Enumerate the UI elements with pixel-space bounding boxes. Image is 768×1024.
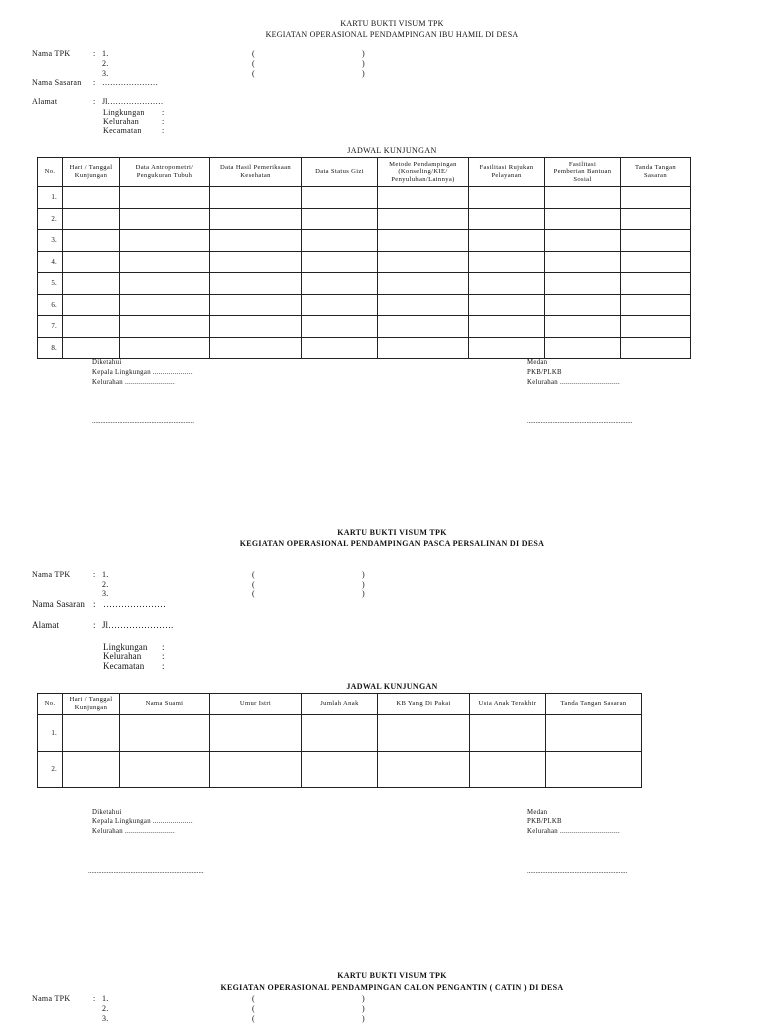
header-pemeriksaan: Data Hasil Pemeriksaan Kesehatan [210, 158, 302, 187]
kecamatan-colon: : [162, 126, 165, 135]
rujukan-cell [469, 187, 545, 209]
jadwal-caption: JADWAL KUNJUNGAN [347, 146, 437, 155]
bantuan-sosial-cell [545, 251, 621, 273]
rujukan-cell [469, 294, 545, 316]
nama-suami-cell [120, 715, 210, 752]
antropometri-cell [120, 273, 210, 295]
nama-tpk-paren-close: ) [362, 1014, 365, 1023]
nama-tpk-number: 1. [102, 994, 109, 1003]
kb-cell [378, 715, 470, 752]
header-bantuan-sosial: Fasilitasi Pemberian Bantuan Sosial [545, 158, 621, 187]
alamat-colon: : [93, 97, 96, 106]
card-title: KARTU BUKTI VISUM TPK [337, 528, 447, 537]
card-subtitle: KEGIATAN OPERASIONAL PENDAMPINGAN IBU HAMIL DI DESA [265, 30, 519, 39]
header-hari-tanggal: Hari / Tanggal Kunjungan [63, 694, 120, 715]
signature-line-left: .................................................................... [88, 868, 204, 875]
hari-tanggal-cell [63, 294, 120, 316]
header-no: No. [38, 158, 63, 187]
status-gizi-cell [302, 187, 378, 209]
nama-tpk-number: 3. [102, 69, 109, 78]
usia-anak-cell [470, 751, 546, 788]
rujukan-cell [469, 273, 545, 295]
row-number: 8. [38, 337, 63, 359]
alamat-jalan-blank: Jl………………… [102, 97, 164, 106]
bantuan-sosial-cell [545, 230, 621, 252]
rujukan-cell [469, 337, 545, 359]
metode-cell [378, 251, 469, 273]
card-subtitle: KEGIATAN OPERASIONAL PENDAMPINGAN PASCA PERSALINAN DI DESA [239, 539, 545, 548]
footer-kelurahan-left: Kelurahan ......................... [92, 828, 175, 835]
nama-tpk-paren-open: ( [252, 994, 255, 1003]
header-usia-anak: Usia Anak Terakhir [470, 694, 546, 715]
signature-line-right: .............................................................. [527, 418, 633, 425]
hari-tanggal-cell [63, 273, 120, 295]
tanda-tangan-cell [546, 751, 642, 788]
row-number: 1. [38, 715, 63, 752]
hari-tanggal-cell [63, 230, 120, 252]
nama-tpk-number: 1. [102, 49, 109, 58]
tanda-tangan-cell [621, 251, 691, 273]
pemeriksaan-cell [210, 187, 302, 209]
lingkungan-colon: : [162, 108, 165, 117]
umur-istri-cell [210, 751, 302, 788]
kecamatan-label: Kecamatan [103, 126, 142, 135]
nama-tpk-paren-open: ( [252, 580, 255, 589]
signature-line-left: ............................................................ [92, 418, 194, 425]
footer-kepala-lingkungan: Kepala Lingkungan .................... [92, 369, 193, 376]
footer-jabatan: PKB/PLKB [527, 818, 562, 825]
table-header-row [38, 694, 642, 715]
row-number: 2. [38, 751, 63, 788]
table-row [38, 294, 691, 316]
hari-tanggal-cell [63, 187, 120, 209]
table-row [38, 273, 691, 295]
header-jumlah-anak: Jumlah Anak [302, 694, 378, 715]
row-number: 7. [38, 316, 63, 338]
nama-tpk-number: 2. [102, 59, 109, 68]
status-gizi-cell [302, 230, 378, 252]
antropometri-cell [120, 251, 210, 273]
table-row [38, 230, 691, 252]
kelurahan-label: Kelurahan [103, 651, 142, 661]
antropometri-cell [120, 230, 210, 252]
signature-line-right: ........................................................... [527, 868, 628, 875]
nama-tpk-number: 3. [102, 1014, 109, 1023]
nama-tpk-label: Nama TPK [32, 994, 71, 1003]
nama-sasaran-blank: ………………… [102, 78, 158, 87]
bantuan-sosial-cell [545, 208, 621, 230]
nama-tpk-paren-open: ( [252, 49, 255, 58]
header-metode: Metode Pendampingan (Konseling/KIE/ Penyuluhan/Lainnya) [378, 158, 469, 187]
metode-cell [378, 187, 469, 209]
row-number: 3. [38, 230, 63, 252]
row-number: 5. [38, 273, 63, 295]
nama-tpk-paren-close: ) [362, 580, 365, 589]
hari-tanggal-cell [63, 316, 120, 338]
tanda-tangan-cell [546, 715, 642, 752]
header-rujukan: Fasilitasi Rujukan Pelayanan [469, 158, 545, 187]
jumlah-anak-cell [302, 715, 378, 752]
umur-istri-cell [210, 715, 302, 752]
kelurahan-colon: : [162, 117, 165, 126]
pemeriksaan-cell [210, 251, 302, 273]
nama-sasaran-colon: : [93, 599, 96, 609]
card-title: KARTU BUKTI VISUM TPK [340, 19, 444, 28]
nama-tpk-paren-open: ( [252, 589, 255, 598]
footer-diketahui: Diketahui [92, 359, 122, 366]
footer-kepala-lingkungan: Kepala Lingkungan .................... [92, 818, 193, 825]
hari-tanggal-cell [63, 251, 120, 273]
header-antropometri: Data Antropometri/ Pengukuran Tubuh [120, 158, 210, 187]
kecamatan-colon: : [162, 661, 165, 671]
nama-sasaran-colon: : [93, 78, 96, 87]
nama-tpk-colon: : [93, 570, 96, 579]
pemeriksaan-cell [210, 208, 302, 230]
nama-tpk-paren-close: ) [362, 1004, 365, 1013]
nama-sasaran-blank: ………………… [103, 599, 166, 609]
antropometri-cell [120, 337, 210, 359]
rujukan-cell [469, 208, 545, 230]
nama-tpk-paren-close: ) [362, 69, 365, 78]
metode-cell [378, 230, 469, 252]
header-tanda-tangan: Tanda Tangan Sasaran [621, 158, 691, 187]
card-subtitle: KEGIATAN OPERASIONAL PENDAMPINGAN CALON PENGANTIN ( CATIN ) DI DESA [220, 983, 564, 992]
nama-tpk-number: 2. [102, 580, 109, 589]
hari-tanggal-cell [63, 337, 120, 359]
pemeriksaan-cell [210, 273, 302, 295]
table-row [38, 187, 691, 209]
row-number: 2. [38, 208, 63, 230]
nama-sasaran-label: Nama Sasaran [32, 78, 82, 87]
nama-tpk-paren-close: ) [362, 589, 365, 598]
kb-cell [378, 751, 470, 788]
footer-diketahui: Diketahui [92, 809, 122, 816]
card-title: KARTU BUKTI VISUM TPK [337, 971, 447, 980]
nama-tpk-paren-close: ) [362, 49, 365, 58]
footer-kelurahan-right: Kelurahan .............................. [527, 828, 620, 835]
lingkungan-label: Lingkungan [103, 108, 145, 117]
jumlah-anak-cell [302, 751, 378, 788]
tanda-tangan-cell [621, 187, 691, 209]
status-gizi-cell [302, 251, 378, 273]
nama-tpk-label: Nama TPK [32, 49, 71, 58]
alamat-jalan-blank: Jl…………………. [102, 620, 174, 630]
hari-tanggal-cell [63, 751, 120, 788]
kelurahan-colon: : [162, 651, 165, 661]
header-umur-istri: Umur Istri [210, 694, 302, 715]
nama-tpk-paren-open: ( [252, 1004, 255, 1013]
row-number: 1. [38, 187, 63, 209]
usia-anak-cell [470, 715, 546, 752]
bantuan-sosial-cell [545, 187, 621, 209]
table-header-row [38, 158, 691, 187]
metode-cell [378, 316, 469, 338]
bantuan-sosial-cell [545, 316, 621, 338]
bantuan-sosial-cell [545, 294, 621, 316]
status-gizi-cell [302, 337, 378, 359]
table-row [38, 715, 642, 752]
nama-tpk-paren-close: ) [362, 994, 365, 1003]
hari-tanggal-cell [63, 208, 120, 230]
status-gizi-cell [302, 294, 378, 316]
lingkungan-label: Lingkungan [103, 642, 148, 652]
table-row [38, 316, 691, 338]
status-gizi-cell [302, 208, 378, 230]
hari-tanggal-cell [63, 715, 120, 752]
nama-tpk-label: Nama TPK [32, 570, 71, 579]
schedule-table [37, 157, 691, 359]
tanda-tangan-cell [621, 273, 691, 295]
footer-kota: Medan [527, 359, 548, 366]
kelurahan-label: Kelurahan [103, 117, 140, 126]
nama-tpk-number: 2. [102, 1004, 109, 1013]
tanda-tangan-cell [621, 337, 691, 359]
tanda-tangan-cell [621, 208, 691, 230]
nama-tpk-paren-close: ) [362, 59, 365, 68]
pemeriksaan-cell [210, 316, 302, 338]
pemeriksaan-cell [210, 337, 302, 359]
tanda-tangan-cell [621, 230, 691, 252]
jadwal-caption: JADWAL KUNJUNGAN [346, 682, 438, 691]
tanda-tangan-cell [621, 294, 691, 316]
rujukan-cell [469, 230, 545, 252]
header-status-gizi: Data Status Gizi [302, 158, 378, 187]
nama-tpk-number: 3. [102, 589, 109, 598]
status-gizi-cell [302, 316, 378, 338]
footer-jabatan: PKB/PLKB [527, 369, 562, 376]
nama-tpk-paren-open: ( [252, 69, 255, 78]
footer-kelurahan-left: Kelurahan ......................... [92, 379, 175, 386]
metode-cell [378, 273, 469, 295]
tanda-tangan-cell [621, 316, 691, 338]
rujukan-cell [469, 316, 545, 338]
nama-tpk-paren-close: ) [362, 570, 365, 579]
nama-tpk-colon: : [93, 49, 96, 58]
table-row [38, 337, 691, 359]
table-row [38, 208, 691, 230]
table-row [38, 751, 642, 788]
nama-tpk-paren-open: ( [252, 570, 255, 579]
metode-cell [378, 294, 469, 316]
rujukan-cell [469, 251, 545, 273]
bantuan-sosial-cell [545, 337, 621, 359]
antropometri-cell [120, 294, 210, 316]
alamat-label: Alamat [32, 97, 58, 106]
table-row [38, 251, 691, 273]
nama-tpk-number: 1. [102, 570, 109, 579]
nama-tpk-paren-open: ( [252, 1014, 255, 1023]
header-kb: KB Yang Di Pakai [378, 694, 470, 715]
lingkungan-colon: : [162, 642, 165, 652]
nama-sasaran-label: Nama Sasaran [32, 599, 85, 609]
footer-kota: Medan [527, 809, 548, 816]
alamat-label: Alamat [32, 620, 60, 630]
schedule-table [37, 693, 642, 788]
nama-tpk-colon: : [93, 994, 96, 1003]
metode-cell [378, 208, 469, 230]
row-number: 6. [38, 294, 63, 316]
status-gizi-cell [302, 273, 378, 295]
footer-kelurahan-right: Kelurahan .............................. [527, 379, 620, 386]
nama-suami-cell [120, 751, 210, 788]
antropometri-cell [120, 187, 210, 209]
row-number: 4. [38, 251, 63, 273]
header-hari-tanggal: Hari / Tanggal Kunjungan [63, 158, 120, 187]
pemeriksaan-cell [210, 230, 302, 252]
antropometri-cell [120, 316, 210, 338]
bantuan-sosial-cell [545, 273, 621, 295]
pemeriksaan-cell [210, 294, 302, 316]
antropometri-cell [120, 208, 210, 230]
header-nama-suami: Nama Suami [120, 694, 210, 715]
header-tanda-tangan: Tanda Tangan Sasaran [546, 694, 642, 715]
metode-cell [378, 337, 469, 359]
nama-tpk-paren-open: ( [252, 59, 255, 68]
alamat-colon: : [93, 620, 96, 630]
header-no: No. [38, 694, 63, 715]
kecamatan-label: Kecamatan [103, 661, 145, 671]
